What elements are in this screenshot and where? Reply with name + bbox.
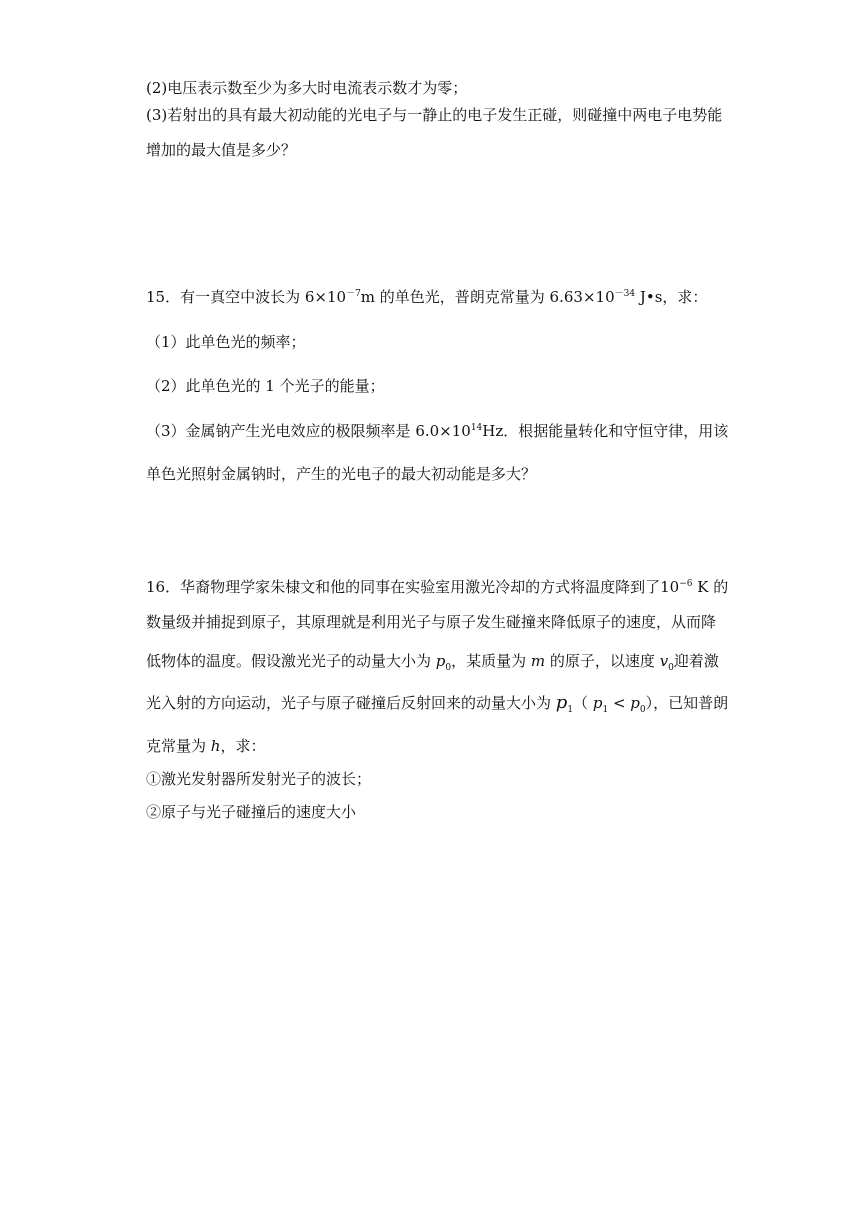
q16-p0-symbol: p — [435, 652, 446, 670]
q16-line3 — [146, 651, 719, 671]
q15-stem-exp1: －7 — [346, 289, 361, 299]
q16-item2: ②原子与光子碰撞后的速度大小 — [146, 803, 357, 821]
q16-p1-sub: 1 — [567, 705, 574, 715]
q14-part2: (2)电压表示数至少为多大时电流表示数才为零； — [146, 79, 468, 97]
q16-line4-d: < — [608, 694, 631, 712]
q15-stem-a: 15．有一真空中波长为 6×10 — [146, 288, 347, 306]
q16-line5-b: ，求： — [220, 737, 266, 755]
q16-line4-f: ），已知普朗 — [645, 694, 729, 712]
q16-line1-pow: 10 — [660, 578, 680, 596]
q16-p1-cond-sub: 1 — [602, 705, 609, 715]
q16-m-symbol: m — [530, 652, 546, 670]
q15-stem-b: m 的单色光，普朗克常量为 6.63×10 — [360, 288, 615, 306]
q15-stem-c: J•s，求： — [635, 288, 708, 306]
q15-part3-line1 — [146, 421, 728, 441]
q16-p0-cond-sub: 0 — [639, 705, 646, 715]
q16-v0-sub: 0 — [668, 663, 674, 673]
q16-line4 — [146, 693, 728, 713]
q15-part3-b: Hz．根据能量转化和守恒守律，用该 — [482, 422, 729, 440]
q16-line1 — [146, 577, 728, 597]
q16-line3-b: ，某质量为 — [451, 652, 531, 670]
q15-part1: （1）此单色光的频率； — [146, 333, 306, 351]
q15-stem-exp2: －34 — [614, 289, 636, 299]
q14-part3-line2: 增加的最大值是多少？ — [146, 141, 297, 159]
q16-p1-cond-symbol: p — [592, 694, 603, 712]
q15-part3-exp: 14 — [470, 423, 483, 433]
q16-p0-sub: 0 — [445, 663, 452, 673]
q16-line4-a: 光入射的方向运动，光子与原子碰撞后反射回来的动量大小为 — [146, 694, 556, 712]
q16-line1-a: 16．华裔物理学家朱棣文和他的同事在实验室用激光冷却的方式将温度降到了 — [146, 578, 661, 596]
q16-line3-c: 的原子，以速度 — [545, 652, 660, 670]
q15-part3-a: （3）金属钠产生光电效应的极限频率是 6.0×10 — [146, 422, 471, 440]
q16-line3-d: 迎着激 — [673, 652, 719, 670]
q16-line3-a: 低物体的温度。假设激光光子的动量大小为 — [146, 652, 436, 670]
q16-h-symbol: h — [210, 737, 221, 755]
q16-v0-symbol: v — [659, 652, 669, 670]
q16-line5-a: 克常量为 — [146, 737, 211, 755]
q16-line4-b: （ — [573, 694, 593, 712]
q14-part3-line1: (3)若射出的具有最大初动能的光电子与一静止的电子发生正碰，则碰撞中两电子电势能 — [146, 106, 723, 124]
q16-line1-exp: −6 — [679, 579, 693, 589]
q15-part2: （2）此单色光的 1 个光子的能量； — [146, 377, 385, 395]
q16-p1-symbol: p — [555, 692, 568, 713]
q16-line2: 数量级并捕捉到原子，其原理就是利用光子与原子发生碰撞来降低原子的速度，从而降 — [146, 613, 717, 631]
q16-line1-b: K 的 — [692, 578, 729, 596]
q15-part3-line2: 单色光照射金属钠时，产生的光电子的最大初动能是多大？ — [146, 465, 537, 483]
q16-item1: ①激光发射器所发射光子的波长； — [146, 770, 372, 788]
q16-line5 — [146, 736, 265, 756]
q16-p0-cond-symbol: p — [630, 694, 640, 712]
q15-stem — [146, 287, 707, 307]
